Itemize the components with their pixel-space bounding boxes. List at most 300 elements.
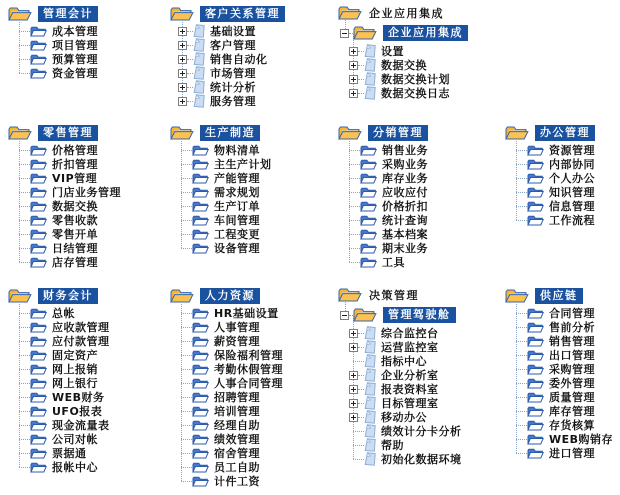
tree-node-label[interactable]: 指标中心 [381,354,427,368]
tree-node[interactable] [516,348,613,362]
tree-node-label[interactable]: 质量管理 [549,390,595,404]
tree-node-label[interactable]: 需求规划 [214,185,260,199]
tree-node[interactable] [516,446,613,460]
tree-node-label[interactable]: 工作流程 [549,213,595,227]
tree-node-label[interactable]: 日结管理 [52,241,98,255]
expand-icon[interactable] [178,83,187,92]
tree-node-label[interactable]: 考勤休假管理 [214,362,283,376]
tree-root-financial-accounting[interactable] [8,286,110,306]
tree-node-label[interactable]: WEB财务 [52,390,105,404]
tree-subroot-label[interactable]: 管理驾驶舱 [383,307,456,323]
tree-node-label[interactable]: 期末业务 [382,241,428,255]
tree-node[interactable] [19,52,98,66]
tree-node[interactable] [181,306,283,320]
tree-node-label[interactable]: 培训管理 [214,404,260,418]
tree-node-label[interactable]: VIP管理 [52,171,98,185]
tree-node-label[interactable]: 客户管理 [210,38,256,52]
folder-icon [192,158,209,171]
connector-line [19,192,30,193]
tree-root-distribution[interactable] [338,123,428,143]
tree-node[interactable] [181,320,283,334]
connector-line [516,206,527,207]
tree-node-label[interactable]: 信息管理 [549,199,595,213]
tree-node[interactable] [181,213,272,227]
expand-icon[interactable] [178,41,187,50]
tree-node-label[interactable]: 委外管理 [549,376,595,390]
tree-root-eai[interactable] [338,4,468,22]
expand-icon[interactable] [349,89,358,98]
tree-root-label[interactable]: 企业应用集成 [369,6,444,20]
tree-node-label[interactable]: 绩效管理 [214,432,260,446]
tree-node-label[interactable]: 车间管理 [214,213,260,227]
connector-line [516,355,527,356]
tree-node-label[interactable]: 预算管理 [52,52,98,66]
connector-line [349,220,360,221]
tree-node-label[interactable]: 门店业务管理 [52,185,121,199]
connector-line [181,220,192,221]
tree-node-label[interactable]: 基本档案 [382,227,428,241]
tree-node-label[interactable]: 设置 [381,44,404,58]
tree-node-label[interactable]: 运营监控室 [381,340,439,354]
tree-node[interactable] [349,199,428,213]
tree-node-label[interactable]: 价格折扣 [382,199,428,213]
connector-line [516,383,527,384]
folder-icon [360,256,377,269]
expand-icon[interactable] [349,61,358,70]
tree-root-retail[interactable] [8,123,121,143]
expand-icon[interactable] [178,27,187,36]
tree-root-hr[interactable] [170,286,283,306]
connector-line [181,178,192,179]
tree-node[interactable] [349,382,462,396]
tree-node[interactable] [181,390,283,404]
tree-node[interactable] [181,460,283,474]
tree-node[interactable] [178,80,285,94]
tree-node-label[interactable]: 销售管理 [549,334,595,348]
tree-node-label[interactable]: 采购管理 [549,362,595,376]
connector-line [349,262,360,263]
tree-node-label[interactable]: 成本管理 [52,24,98,38]
tree-node-label[interactable]: 公司对帐 [52,432,98,446]
tree-node-label[interactable]: 固定资产 [52,348,98,362]
tree-node-label[interactable]: 综合监控台 [381,326,439,340]
tree-node[interactable] [181,199,272,213]
expand-icon[interactable] [349,47,358,56]
tree-node-label[interactable]: 存货核算 [549,418,595,432]
tree-node[interactable] [19,446,110,460]
connector-line [181,355,192,356]
tree-node-label[interactable]: 人事管理 [214,320,260,334]
tree-root-label[interactable]: 零售管理 [38,125,98,141]
tree-node-label[interactable]: 合同管理 [549,306,595,320]
folder-icon [30,186,47,199]
connector-line [19,206,30,207]
tree-node-label[interactable]: 知识管理 [549,185,595,199]
folder-icon [527,377,544,390]
tree-node[interactable] [19,460,110,474]
connector-line [353,431,364,432]
tree-node[interactable] [349,44,468,58]
tree-node[interactable] [349,58,468,72]
tree-node-label[interactable]: 服务管理 [210,94,256,108]
folder-icon [527,172,544,185]
folder-icon [527,158,544,171]
connector-line [516,453,527,454]
tree-node-label[interactable]: 设备管理 [214,241,260,255]
tree-node-label[interactable]: 个人办公 [549,171,595,185]
tree-node[interactable] [353,438,462,452]
tree-node[interactable] [349,185,428,199]
folder-icon [30,67,47,80]
tree-node-label[interactable]: 报帐中心 [52,460,98,474]
tree-node-label[interactable]: 薪资管理 [214,334,260,348]
tree-subroot-label[interactable]: 企业应用集成 [383,25,468,41]
tree-node-label[interactable]: 经理自助 [214,418,260,432]
tree-node-label[interactable]: 价格管理 [52,143,98,157]
tree-node-label[interactable]: 计件工资 [214,474,260,488]
tree-node[interactable] [516,199,595,213]
tree-node-label[interactable]: 数据交换计划 [381,72,450,86]
expand-icon[interactable] [178,69,187,78]
tree-root-office[interactable] [505,123,595,143]
tree-node[interactable] [19,418,110,432]
tree-node-label[interactable]: 售前分析 [549,320,595,334]
tree-node[interactable] [516,143,595,157]
tree-node-label[interactable]: 物料清单 [214,143,260,157]
folder-icon [30,307,47,320]
tree-node-label[interactable]: 库存管理 [549,404,595,418]
folder-icon [30,363,47,376]
tree-node[interactable] [349,86,468,100]
tree-node-label[interactable]: 折扣管理 [52,157,98,171]
tree-root-label[interactable]: 生产制造 [200,125,260,141]
tree-node-label[interactable]: 票据通 [52,446,87,460]
tree-node[interactable] [181,376,283,390]
expand-icon[interactable] [349,399,358,408]
tree-node[interactable] [349,157,428,171]
tree-node-label[interactable]: 出口管理 [549,348,595,362]
tree-node-label[interactable]: 数据交换日志 [381,86,450,100]
tree-node-label[interactable]: 市场管理 [210,66,256,80]
tree-node-label[interactable]: WEB购销存 [549,432,614,446]
tree-node[interactable] [516,213,595,227]
tree-node[interactable] [19,143,121,157]
tree-node[interactable] [19,334,110,348]
tree-node[interactable] [516,432,613,446]
tree-root-manufacturing[interactable] [170,123,272,143]
tree-node-label[interactable]: 保险福利管理 [214,348,283,362]
connector-line [181,234,192,235]
tree-node[interactable] [178,38,285,52]
folder-icon [192,475,209,488]
tree-node[interactable] [516,418,613,432]
tree-node[interactable] [181,157,272,171]
tree-supply-chain [505,286,613,460]
tree-node[interactable] [349,326,462,340]
tree-node[interactable] [349,213,428,227]
folder-icon [360,242,377,255]
folder-icon [192,447,209,460]
tree-node[interactable] [19,38,98,52]
folder-icon [192,144,209,157]
tree-node-label[interactable]: 资金管理 [52,66,98,80]
tree-root-management-accounting[interactable] [8,4,98,24]
document-icon [364,452,376,466]
tree-node[interactable] [349,171,428,185]
tree-node-label[interactable]: 统计分析 [210,80,256,94]
folder-icon [360,158,377,171]
tree-root-label[interactable]: 财务会计 [38,288,98,304]
tree-node-label[interactable]: 应收应付 [382,185,428,199]
connector-line [19,467,30,468]
tree-root-label[interactable]: 人力资源 [200,288,260,304]
tree-node[interactable] [516,320,613,334]
tree-root-crm[interactable] [170,4,285,24]
connector-line [349,178,360,179]
tree-node[interactable] [178,52,285,66]
document-icon [364,326,376,340]
connector-line [516,341,527,342]
tree-node-label[interactable]: 网上报销 [52,362,98,376]
connector-line [19,383,30,384]
tree-node-label[interactable]: 销售自动化 [210,52,268,66]
connector-line [181,192,192,193]
tree-subroot-eai[interactable] [340,22,468,44]
tree-node[interactable] [181,362,283,376]
tree-root-label[interactable]: 办公管理 [535,125,595,141]
tree-node[interactable] [181,348,283,362]
tree-node-label[interactable]: 基础设置 [210,24,256,38]
open-folder-icon [8,287,32,305]
connector-line [181,150,192,151]
folder-icon [192,242,209,255]
expand-icon[interactable] [349,75,358,84]
folder-icon [360,200,377,213]
expand-icon[interactable] [349,413,358,422]
tree-root-label[interactable]: 客户关系管理 [200,6,285,22]
folder-icon [30,53,47,66]
tree-node-label[interactable]: 员工自助 [214,460,260,474]
document-icon [364,382,376,396]
tree-node[interactable] [349,227,428,241]
tree-node-label[interactable]: 宿舍管理 [214,446,260,460]
tree-node[interactable] [181,143,272,157]
tree-node-label[interactable]: 应付款管理 [52,334,110,348]
tree-node-label[interactable]: 采购业务 [382,157,428,171]
connector-line [19,397,30,398]
tree-node-label[interactable]: 绩效计分卡分析 [381,424,462,438]
tree-node[interactable] [19,213,121,227]
tree-node[interactable] [516,390,613,404]
connector-line [353,445,364,446]
tree-node[interactable] [19,362,110,376]
tree-node[interactable] [19,376,110,390]
tree-node-label[interactable]: 销售业务 [382,143,428,157]
tree-node-label[interactable]: 初始化数据环境 [381,452,462,466]
tree-node[interactable] [181,418,283,432]
connector-line [516,397,527,398]
tree-node[interactable] [178,66,285,80]
folder-icon [30,144,47,157]
tree-node-label[interactable]: 招聘管理 [214,390,260,404]
document-icon [364,340,376,354]
connector-line [181,206,192,207]
tree-node[interactable] [349,241,428,255]
connector-line [516,425,527,426]
tree-node-label[interactable]: 数据交换 [52,199,98,213]
tree-node[interactable] [19,24,98,38]
tree-node-label[interactable]: 目标管理室 [381,396,439,410]
tree-node[interactable] [19,171,121,185]
tree-node[interactable] [19,227,121,241]
tree-node-label[interactable]: 网上银行 [52,376,98,390]
connector-line [516,327,527,328]
tree-node-label[interactable]: 现金流量表 [52,418,110,432]
tree-node-label[interactable]: 库存业务 [382,171,428,185]
tree-node[interactable] [19,306,110,320]
collapse-icon[interactable] [340,311,349,320]
tree-node[interactable] [19,255,121,269]
tree-node[interactable] [353,452,462,466]
tree-node[interactable] [516,185,595,199]
tree-subroot-decision[interactable] [340,304,462,326]
tree-node[interactable] [349,368,462,382]
connector-line [19,59,30,60]
tree-node[interactable] [349,410,462,424]
tree-node-label[interactable]: 统计查询 [382,213,428,227]
tree-node[interactable] [19,66,98,80]
connector-line [19,425,30,426]
tree-node[interactable] [181,227,272,241]
tree-node[interactable] [181,446,283,460]
tree-node[interactable] [19,157,121,171]
expand-icon[interactable] [178,97,187,106]
tree-node-label[interactable]: 报表资料室 [381,382,439,396]
tree-node[interactable] [181,404,283,418]
tree-node[interactable] [353,424,462,438]
tree-node[interactable] [19,348,110,362]
collapse-icon[interactable] [340,29,349,38]
tree-node[interactable] [19,241,121,255]
folder-icon [360,228,377,241]
tree-root-label[interactable]: 供应链 [535,288,583,304]
tree-node[interactable] [516,404,613,418]
tree-node-label[interactable]: 主生产计划 [214,157,272,171]
tree-node[interactable] [349,340,462,354]
tree-node[interactable] [178,94,285,108]
tree-node-label[interactable]: 企业分析室 [381,368,439,382]
tree-node-label[interactable]: 工具 [382,255,405,269]
tree-node[interactable] [516,171,595,185]
tree-node[interactable] [19,390,110,404]
tree-node-label[interactable]: 店存管理 [52,255,98,269]
tree-node[interactable] [349,396,462,410]
tree-node-label[interactable]: HR基础设置 [214,306,279,320]
expand-icon[interactable] [349,329,358,338]
connector-line [349,248,360,249]
tree-node[interactable] [516,334,613,348]
tree-node-label[interactable]: 应收款管理 [52,320,110,334]
tree-node[interactable] [181,241,272,255]
connector-line [181,369,192,370]
tree-node-label[interactable]: 移动办公 [381,410,427,424]
folder-icon [360,144,377,157]
document-icon [193,38,205,52]
tree-node[interactable] [178,24,285,38]
tree-node-label[interactable]: 资源管理 [549,143,595,157]
connector-line [181,453,192,454]
folder-icon [192,307,209,320]
connector-line [19,369,30,370]
tree-node-label[interactable]: 项目管理 [52,38,98,52]
tree-node-label[interactable]: 数据交换 [381,58,427,72]
tree-node-label[interactable]: 生产订单 [214,199,260,213]
folder-icon [30,335,47,348]
tree-root-decision[interactable] [338,286,462,304]
tree-root-label[interactable]: 分销管理 [368,125,428,141]
tree-node[interactable] [516,362,613,376]
tree-node[interactable] [181,334,283,348]
tree-node-label[interactable]: 工程变更 [214,227,260,241]
tree-node-label[interactable]: UFO报表 [52,404,103,418]
connector-line [19,262,30,263]
tree-node-label[interactable]: 产能管理 [214,171,260,185]
tree-node-label[interactable]: 帮助 [381,438,404,452]
tree-node[interactable] [349,72,468,86]
tree-node-label[interactable]: 零售开单 [52,227,98,241]
tree-node-label[interactable]: 进口管理 [549,446,595,460]
tree-node-label[interactable]: 零售收款 [52,213,98,227]
connector-line [516,439,527,440]
tree-node[interactable] [19,320,110,334]
connector-line [516,164,527,165]
folder-icon [192,200,209,213]
tree-node[interactable] [19,404,110,418]
folder-icon [30,242,47,255]
tree-node[interactable] [516,157,595,171]
open-folder-icon [353,306,377,324]
tree-node[interactable] [516,376,613,390]
tree-node[interactable] [353,354,462,368]
tree-node[interactable] [19,185,121,199]
document-icon [364,72,376,86]
tree-root-label[interactable]: 决策管理 [369,288,419,302]
tree-node[interactable] [181,185,272,199]
tree-node-label[interactable]: 总帐 [52,306,75,320]
tree-node-label[interactable]: 人事合同管理 [214,376,283,390]
tree-node[interactable] [19,432,110,446]
expand-icon[interactable] [349,371,358,380]
tree-node[interactable] [181,432,283,446]
expand-icon[interactable] [349,343,358,352]
tree-node[interactable] [19,199,121,213]
folder-icon [527,419,544,432]
tree-node[interactable] [181,474,283,488]
connector-line [516,192,527,193]
tree-node[interactable] [349,255,428,269]
connector-line [19,355,30,356]
expand-icon[interactable] [178,55,187,64]
expand-icon[interactable] [349,385,358,394]
tree-node-label[interactable]: 内部协同 [549,157,595,171]
tree-node[interactable] [181,171,272,185]
tree-root-supply-chain[interactable] [505,286,613,306]
tree-root-label[interactable]: 管理会计 [38,6,98,22]
connector-line [516,411,527,412]
tree-node[interactable] [516,306,613,320]
tree-node[interactable] [349,143,428,157]
document-icon [364,368,376,382]
